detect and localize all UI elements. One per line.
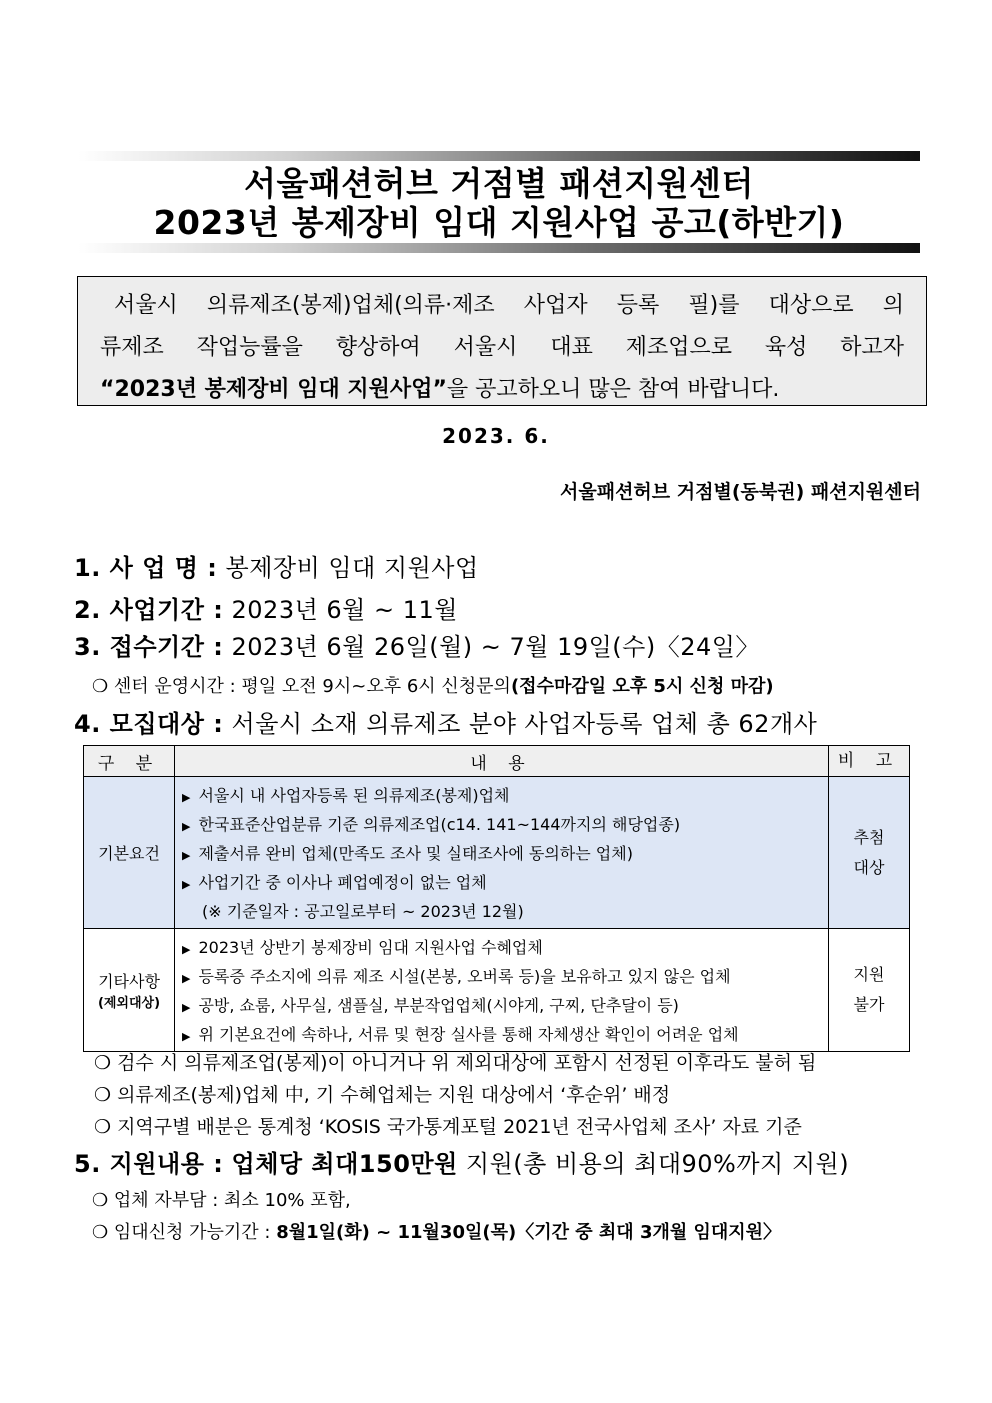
- section-5-bold: 업체당 최대150만원: [231, 1150, 458, 1178]
- triangle-bullet-icon: ▶: [182, 791, 191, 804]
- section-5-note-2-plain: ❍ 임대신청 가능기간 :: [92, 1222, 277, 1243]
- list-item: ▶ 등록증 주소지에 의류 제조 시설(본봉, 오버록 등)을 보유하고 있지 않은 업체: [182, 967, 731, 986]
- table-row-basic: [84, 777, 910, 929]
- triangle-bullet-icon: ▶: [182, 972, 191, 985]
- table-header-row: [84, 746, 910, 777]
- section-1-value: 봉제장비 임대 지원사업: [225, 554, 479, 582]
- list-item: ▶ 2023년 상반기 봉제장비 임대 지원사업 수혜업체: [182, 938, 543, 957]
- other-sublabel: (제외대상): [97, 996, 161, 1011]
- section-5-label: 5. 지원내용 :: [74, 1150, 224, 1178]
- section-3-label: 3. 접수기간 :: [74, 633, 224, 661]
- other-items: [175, 929, 829, 1052]
- other-label-cell: [84, 929, 175, 1052]
- intro-line1: 서울시 의류제조(봉제)업체(의류·제조 사업자 등록 필)를 대상으로 의: [114, 293, 904, 318]
- triangle-bullet-icon: ▶: [182, 849, 191, 862]
- triangle-bullet-icon: ▶: [182, 1030, 191, 1043]
- triangle-bullet-icon: ▶: [182, 943, 191, 956]
- intro-line2: 류제조 작업능률을 향상하여 서울시 대표 제조업으로 육성 하고자: [100, 335, 904, 360]
- section-3-note-bold: (접수마감일 오후 5시 신청 마감): [510, 676, 774, 697]
- basic-sub-note: (※ 기준일자 : 공고일로부터 ~ 2023년 12월): [202, 902, 524, 921]
- page-title-line2: 2023년 봉제장비 임대 지원사업 공고(하반기): [153, 203, 845, 242]
- requirements-table: [83, 745, 910, 1052]
- table-note-3: ❍ 지역구별 배분은 통계청 ‘KOSIS 국가통계포털 2021년 전국사업체 조사’ 자료 기준: [94, 1116, 802, 1138]
- table-header-content: 내 용: [175, 746, 829, 777]
- header-bar-top: [78, 151, 920, 161]
- list-item: ▶ 공방, 쇼룸, 사무실, 샘플실, 부분작업업체(시야게, 구찌, 단추달이 등): [182, 996, 679, 1015]
- section-4: [74, 704, 817, 739]
- other-label: 기타사항: [98, 972, 160, 991]
- section-2-value: 2023년 6월 ~ 11월: [231, 596, 458, 624]
- triangle-bullet-icon: ▶: [182, 1001, 191, 1014]
- intro-line3: [100, 369, 904, 411]
- section-3-note-plain: ❍ 센터 운영시간 : 평일 오전 9시~오후 6시 신청문의: [92, 676, 511, 697]
- table-row-other: [84, 929, 910, 1052]
- section-1: [74, 548, 479, 583]
- organization-name: 서울패션허브 거점별(동북권) 패션지원센터: [560, 481, 921, 503]
- table-header-category: 구 분: [84, 746, 175, 777]
- section-5-note-2: [92, 1218, 781, 1244]
- section-1-label: 1. 사 업 명 :: [74, 554, 218, 582]
- section-2: [74, 590, 458, 625]
- notice-date: 2023. 6.: [442, 424, 550, 448]
- page-title-line1: 서울패션허브 거점별 패션지원센터: [244, 164, 754, 203]
- table-note-1: ❍ 검수 시 의류제조업(봉제)이 아니거나 위 제외대상에 포함시 선정된 이후라도 불허 됨: [94, 1052, 817, 1074]
- table-header-remark: 비 고: [829, 746, 910, 777]
- intro-quote: “2023년 봉제장비 임대 지원사업”: [100, 377, 447, 402]
- section-3-note: [92, 672, 774, 698]
- list-item: ▶ 한국표준산업분류 기준 의류제조업(c14. 141~144까지의 해당업종): [182, 815, 681, 834]
- section-5-note-1: ❍ 업체 자부담 : 최소 10% 포함,: [92, 1190, 351, 1211]
- list-item: ▶ 위 기본요건에 속하나, 서류 및 현장 실사를 통해 자체생산 확인이 어려운 업체: [182, 1025, 739, 1044]
- section-5-note-2-bold: 8월1일(화) ~ 11월30일(목)〈기간 중 최대 3개월 임대지원〉: [276, 1222, 782, 1243]
- section-3-value: 2023년 6월 26일(월) ~ 7월 19일(수)〈24일〉: [231, 633, 760, 661]
- list-item: ▶ 제출서류 완비 업체(만족도 조사 및 실태조사에 동의하는 업체): [182, 844, 633, 863]
- list-item: ▶ 사업기간 중 이사나 폐업예정이 없는 업체: [182, 873, 487, 892]
- header-bar-bottom: [78, 243, 920, 253]
- section-2-label: 2. 사업기간 :: [74, 596, 224, 624]
- triangle-bullet-icon: ▶: [182, 820, 191, 833]
- triangle-bullet-icon: ▶: [182, 878, 191, 891]
- section-5-rest: 지원(총 비용의 최대90%까지 지원): [465, 1150, 850, 1178]
- basic-label: 기본요건: [84, 777, 175, 929]
- table-note-2: ❍ 의류제조(봉제)업체 中, 기 수혜업체는 지원 대상에서 ‘후순위’ 배정: [94, 1084, 671, 1106]
- section-4-label: 4. 모집대상 :: [74, 710, 224, 738]
- basic-items: [175, 777, 829, 929]
- section-3: [74, 627, 760, 662]
- other-remark: 지원 불가: [829, 929, 910, 1052]
- intro-line3-rest: 을 공고하오니 많은 참여 바랍니다.: [446, 377, 780, 402]
- basic-remark: 추첨 대상: [829, 777, 910, 929]
- list-item: ▶ 서울시 내 사업자등록 된 의류제조(봉제)업체: [182, 786, 510, 805]
- intro-box: [77, 276, 927, 406]
- section-5: [74, 1144, 849, 1179]
- section-4-value: 서울시 소재 의류제조 분야 사업자등록 업체 총 62개사: [231, 710, 818, 738]
